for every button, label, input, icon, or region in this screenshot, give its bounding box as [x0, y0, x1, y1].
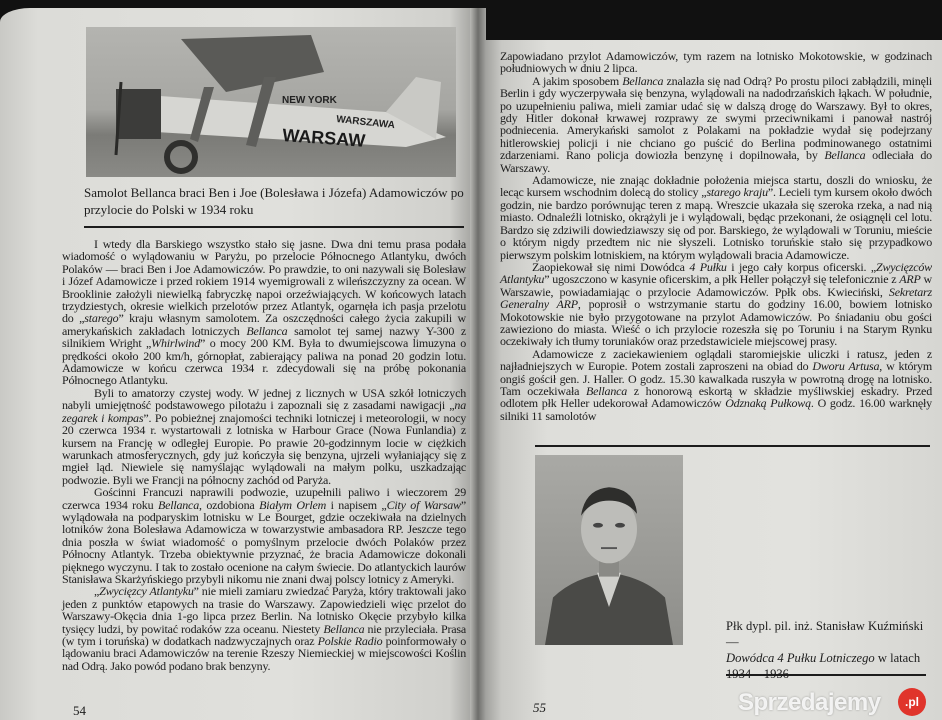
text-run: ” nie mieli zamiaru zwiedzać Paryża, który traktowali jako jeden z punktów etapowych na trasie do Warszawy. Zapowiedzieli więc przelot do Warszawy-Okęcia dnia 1-go lipca przez Berlin. Na lotnisko Okęcie przybyło kilka tysięcy ludzi, by powitać rodaków zza oceanu. Niestety	[62, 584, 466, 636]
text-run: Zapowiadano przylot Adamowiczów, tym razem na lotnisko Mokotowskie, w godzinach południowych w dniu 2 lipca.	[500, 49, 932, 76]
text-run: i jego cały korpus oficerski. „	[726, 259, 876, 274]
right-page-body	[500, 50, 932, 422]
text-run: , w którym ongiś gościł gen. J. Haller. O godz. 15.30 kawalkada ruszyła w powrotną drogę na lotnisko. Tam oczekiwała	[500, 359, 932, 398]
text-run: ” wylądowała na podparyskim lotnisku w Le Bourget, gdzie oczekiwała na dzielnych lotników żona Bolesława Adamowicza w towarzystwie ambasadora RP. Jeszcze tego dnia poszła w świat wiadomość o pomyślnym przelocie dwóch Polaków przez Północny Atlantyk. Trzeba obiektywnie przyznać, że bracia Adamowicze dokonali pięknego wyczynu. I tak to zostało ocenione na całym świecie. Do atlantyckich laurów Stanisława Skarżyńskiego przybyli nikomu nie znani dwaj polscy lotnicy z Ameryki.	[62, 497, 466, 586]
text-run: , ozdobiona	[199, 497, 260, 512]
page-number-left: 54	[73, 703, 86, 718]
plane-lettering-newyork: NEW YORK	[282, 95, 337, 106]
text-run: znalazła się nad Odrą? Po prostu piloci zabłądzili, minęli Berlin i gdy wyczerpywała się benzyna, wylądowali na nadodrzańskich łąkach. W południe, po uzupełnieniu paliwa, mieli zamiar udać się w dalszą drogę do Warszawy. Był to okres, gdy Hitler dokonał krwawej rozprawy ze swymi przeciwnikami i panował nastrój podniecenia. Amerykański samolot z Polakami na pokładzie wydał się podejrzany hitlerowskiej policji i nie chciano go puścić do Berlina podminowanego ostatnimi zdarzeniami. Rano policja dowiozła benzynę i dopilnowała, by	[500, 73, 933, 163]
italic-text: starego	[84, 311, 119, 326]
italic-text: Bellanca	[246, 323, 288, 338]
italic-text: Białym Orlem	[259, 497, 327, 512]
paragraph	[500, 50, 932, 75]
text-run: ” ugoszczono w kasynie oficerskim, a płk Heller połączył się telefonicznie z	[544, 272, 900, 287]
text-run: I wtedy dla Barskiego wszystko stało się jasne. Dwa dni temu prasa podała wiadomość o wylądowaniu w Paryżu, po przelocie Północnego Atlantyku, dwóch Polaków — braci Ben i Joe Adamowiczów. Po prawdzie, to oni nazywali się Bolesław i Józef Adamowicze i przed rokiem 1914 wyemigrowali z wileńszczyzny za ocean. W Brooklinie założyli niewielką fabryczkę napoi orzeźwiających. W końcowych latach trzydziestych, okresie wielkich przelotów przez Atlantyk, ogarnęła ich pasja przelotu do „	[62, 237, 466, 326]
italic-text: Zwycięzcy Atlantyku	[99, 584, 194, 599]
italic-text: City of Warsaw	[386, 497, 461, 512]
plane-photo-caption: Samolot Bellanca braci Ben i Joe (Bolesława i Józefa) Adamowiczów po przylocie do Polski w 1934 roku	[84, 185, 464, 217]
left-page-body	[62, 238, 466, 672]
text-run: A jakim sposobem	[532, 73, 623, 88]
paragraph	[500, 261, 932, 348]
italic-text: Bellanca	[824, 148, 866, 163]
text-run: Adamowicze, nie znając dokładnie położenia miejsca startu, doszli do wniosku, że lecąc kursem wschodnim dolecą do stolicy „	[500, 173, 932, 200]
italic-text: Zwycięzców Atlantyku	[500, 259, 932, 287]
caption-underline	[726, 674, 926, 676]
sprzedajemy-watermark-logo: Sprzedajemy	[738, 689, 881, 716]
text-run: z honorową eskortą w składzie myśliwskiej eskadry. Przed odlotem płk Heller udekorował Adamowiczów	[500, 383, 932, 411]
italic-text: Bellanca	[323, 621, 365, 636]
paragraph	[500, 174, 932, 261]
italic-text: na zegarek i kompas	[62, 398, 466, 425]
portrait-caption-role: Dowódca 4 Pułku Lotniczego	[726, 651, 875, 665]
paragraph	[62, 486, 466, 585]
portrait-caption-name: Płk dypl. pil. inż. Stanisław Kuźmiński —	[726, 619, 924, 649]
plane-lettering-warsaw: WARSAW	[281, 125, 366, 151]
paragraph	[62, 387, 466, 486]
italic-text: 4 Pułku	[689, 259, 727, 274]
paragraph	[62, 238, 466, 387]
paragraph	[62, 585, 466, 672]
text-run: Adamowicze z zaciekawieniem oglądali staromiejskie uliczki i ratusz, jeden z najładniejszych w Europie. Potem zostali zaproszeni na obiad do	[500, 346, 932, 374]
text-run: odleciała do Warszawy.	[500, 148, 932, 175]
bellanca-plane-photo	[86, 27, 456, 177]
section-divider	[535, 445, 930, 447]
kuzminski-portrait-photo	[535, 455, 683, 645]
book-gutter	[470, 8, 486, 720]
text-run: nie przyleciała. Prasa (w tym i toruńska) w dodatkach nadzwyczajnych oraz	[62, 621, 466, 648]
text-run: poinformowały o lądowaniu braci Adamowiczów na terenie Rzeszy Niemieckiej w miejscowości Koślin nad Odrą. Jako powód podano brak benzyny.	[62, 634, 466, 673]
portrait-illustration	[535, 455, 683, 645]
text-run: „	[94, 584, 100, 599]
paragraph	[500, 348, 932, 422]
text-run: ”. Lecieli tym kursem około dwóch godzin, nie bardzo porównując teren z mapą. Wreszcie ukazała się szeroka rzeka, a nad nią miasto. Odnaleźli lotnisko, okrążyli je i wylądowali, będąc przekonani, że osiągnęli cel lotu. Bardzo się zdziwili dowiedziawszy się od por. Barskiego, że wylądowali w Toruniu, mieście o którym nigdy przedtem nic nie słyszeli. Lotnisko toruńskie stało się przypadkowo pierwszym polskim lotniskiem, na którym wylądowali bracia Adamowicze.	[500, 185, 932, 262]
italic-text: ARP	[899, 272, 921, 287]
italic-text: Sekretarz Generalny ARP	[500, 284, 932, 312]
text-run: , poprosił o wstrzymanie startu do godziny 16.00, bowiem lotnisko Mokotowskie nie było przygotowane na przylot Adamowiczów. Po śniadaniu obu gości zawieziono do miasta. Wieść o ich przylocie rozeszła się po Toruniu i na Starym Rynku oczekiwały ich tłumy toruniaków oraz przedstawiciele miejscowej prasy.	[500, 297, 932, 349]
plane-lettering-warszawa: WARSZAWA	[335, 114, 396, 132]
portrait-caption-years: w latach	[877, 651, 921, 665]
plane-illustration	[86, 27, 456, 177]
text-run: i napisem „	[326, 497, 387, 512]
text-run: samolot tej samej nazwy Y-300 z silnikiem Wright „	[62, 323, 466, 351]
text-run: ” kraju własnym samolotem. Za oszczędności całego życia zakupili w amerykańskich zakładach lotniczych	[62, 311, 466, 338]
paragraph	[500, 75, 932, 174]
text-run: . O godz. 16.00 warknęły silniki 11 samolotów	[500, 396, 932, 423]
caption-divider	[84, 226, 464, 228]
text-run: Byli to amatorzy czystej wody. W jednej z licznych w USA szkół lotniczych nabyli umiejętność podstawowego pilotażu i zapoznali się z zasadami nawigacji „	[62, 385, 466, 413]
italic-text: Bellanca	[586, 383, 628, 398]
italic-text: Whirlwind	[151, 336, 201, 351]
italic-text: starego kraju	[706, 185, 768, 200]
text-run: Zaopiekował się nimi Dowódca	[532, 259, 690, 274]
page-number-right: 55	[533, 700, 546, 715]
italic-text: Bellanca	[622, 73, 664, 88]
text-run: Gościnni Francuzi naprawili podwozie, uzupełnili paliwo i wieczorem 29 czerwca 1934 roku	[62, 485, 466, 512]
italic-text: Odznaką Pułkową	[725, 396, 811, 411]
italic-text: Bellanca	[157, 497, 199, 512]
portrait-caption	[726, 618, 936, 682]
sprzedajemy-pl-badge: .pl	[898, 688, 926, 716]
italic-text: Polskie Radio	[317, 634, 383, 648]
text-run: w Warszawie, powiadamiając o przylocie Adamowiczów. Ppłk obs. Kwieciński,	[500, 272, 932, 299]
italic-text: Dworu Artusa	[812, 359, 880, 374]
text-run: ”. Po pobieżnej znajomości techniki lotniczej i meteorologii, w nocy 20 czerwca 1934 r. wystartowali z lotniska w Harbour Grace (Nowa Funlandia) z kursem na Francję w odległej Europie. Po prawie 20-godzinnym locie w ciężkich warunkach atmosferycznych, gdy już kończyła się benzyna, ujrzeli wyłaniający się z mgieł ląd. Niewiele się namyślając wylądowali na małym polku, uszkadzając podwozie. Byli we Francji na północny zachód od Paryża.	[62, 410, 466, 487]
text-run: ” o mocy 200 KM. Była to dwumiejscowa limuzyna o prędkości około 200 km/h, górnopłat, zabierający paliwa na ponad 20 godzin lotu. Adamowicze w końcu czerwca 1934 r. zdecydowali się na próbę pokonania Północnego Atlantyku.	[62, 336, 466, 388]
